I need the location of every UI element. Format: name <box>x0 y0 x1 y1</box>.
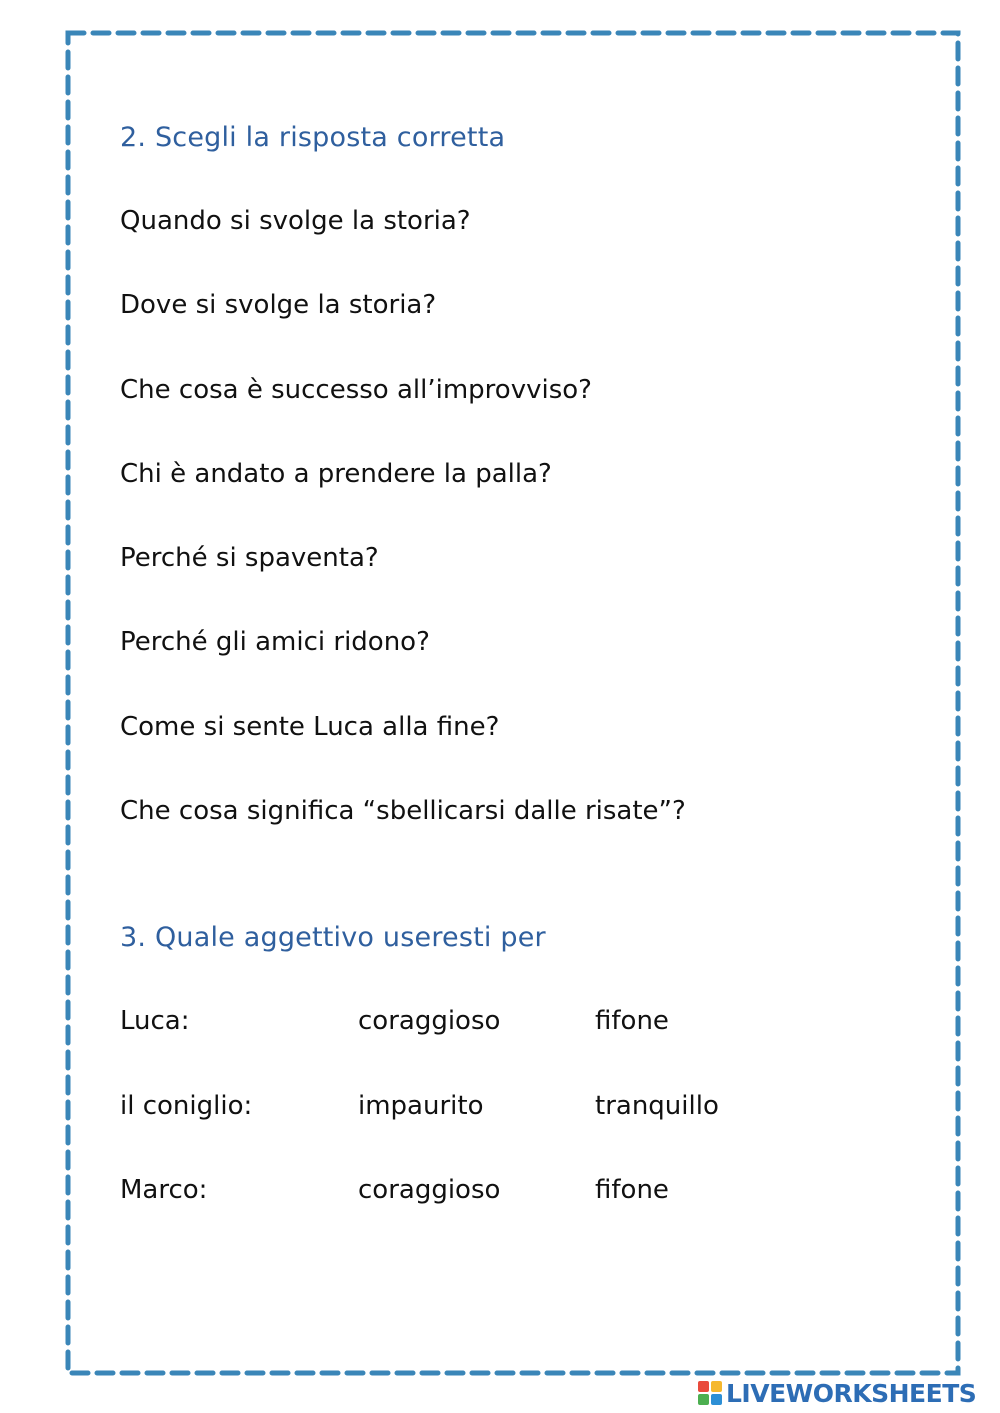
adjective-row-label: Marco: <box>120 1175 208 1205</box>
adjective-row <box>0 1006 1000 1046</box>
adjective-option[interactable]: impaurito <box>358 1091 484 1121</box>
adjective-option[interactable]: coraggioso <box>358 1175 501 1205</box>
adjective-option[interactable]: fifone <box>595 1006 669 1036</box>
question-4: Chi è andato a prendere la palla? <box>120 459 552 489</box>
question-8: Che cosa significa “sbellicarsi dalle risate”? <box>120 796 686 826</box>
adjective-option[interactable]: coraggioso <box>358 1006 501 1036</box>
liveworksheets-logo-icon <box>698 1381 722 1405</box>
liveworksheets-logo[interactable] <box>698 1376 976 1410</box>
section-2-heading: 2. Scegli la risposta corretta <box>120 122 506 153</box>
question-6: Perché gli amici ridono? <box>120 627 430 657</box>
liveworksheets-logo-text: LIVEWORKSHEETS <box>726 1378 977 1408</box>
adjective-row-label: Luca: <box>120 1006 190 1036</box>
question-3: Che cosa è successo all’improvviso? <box>120 375 592 405</box>
adjective-option[interactable]: tranquillo <box>595 1091 719 1121</box>
question-7: Come si sente Luca alla fine? <box>120 712 500 742</box>
adjective-option[interactable]: fifone <box>595 1175 669 1205</box>
section-3-heading: 3. Quale aggettivo useresti per <box>120 922 546 953</box>
adjective-row <box>0 1175 1000 1215</box>
adjective-row-label: il coniglio: <box>120 1091 253 1121</box>
question-1: Quando si svolge la storia? <box>120 206 471 236</box>
question-2: Dove si svolge la storia? <box>120 290 437 320</box>
adjective-row <box>0 1091 1000 1131</box>
question-5: Perché si spaventa? <box>120 543 379 573</box>
